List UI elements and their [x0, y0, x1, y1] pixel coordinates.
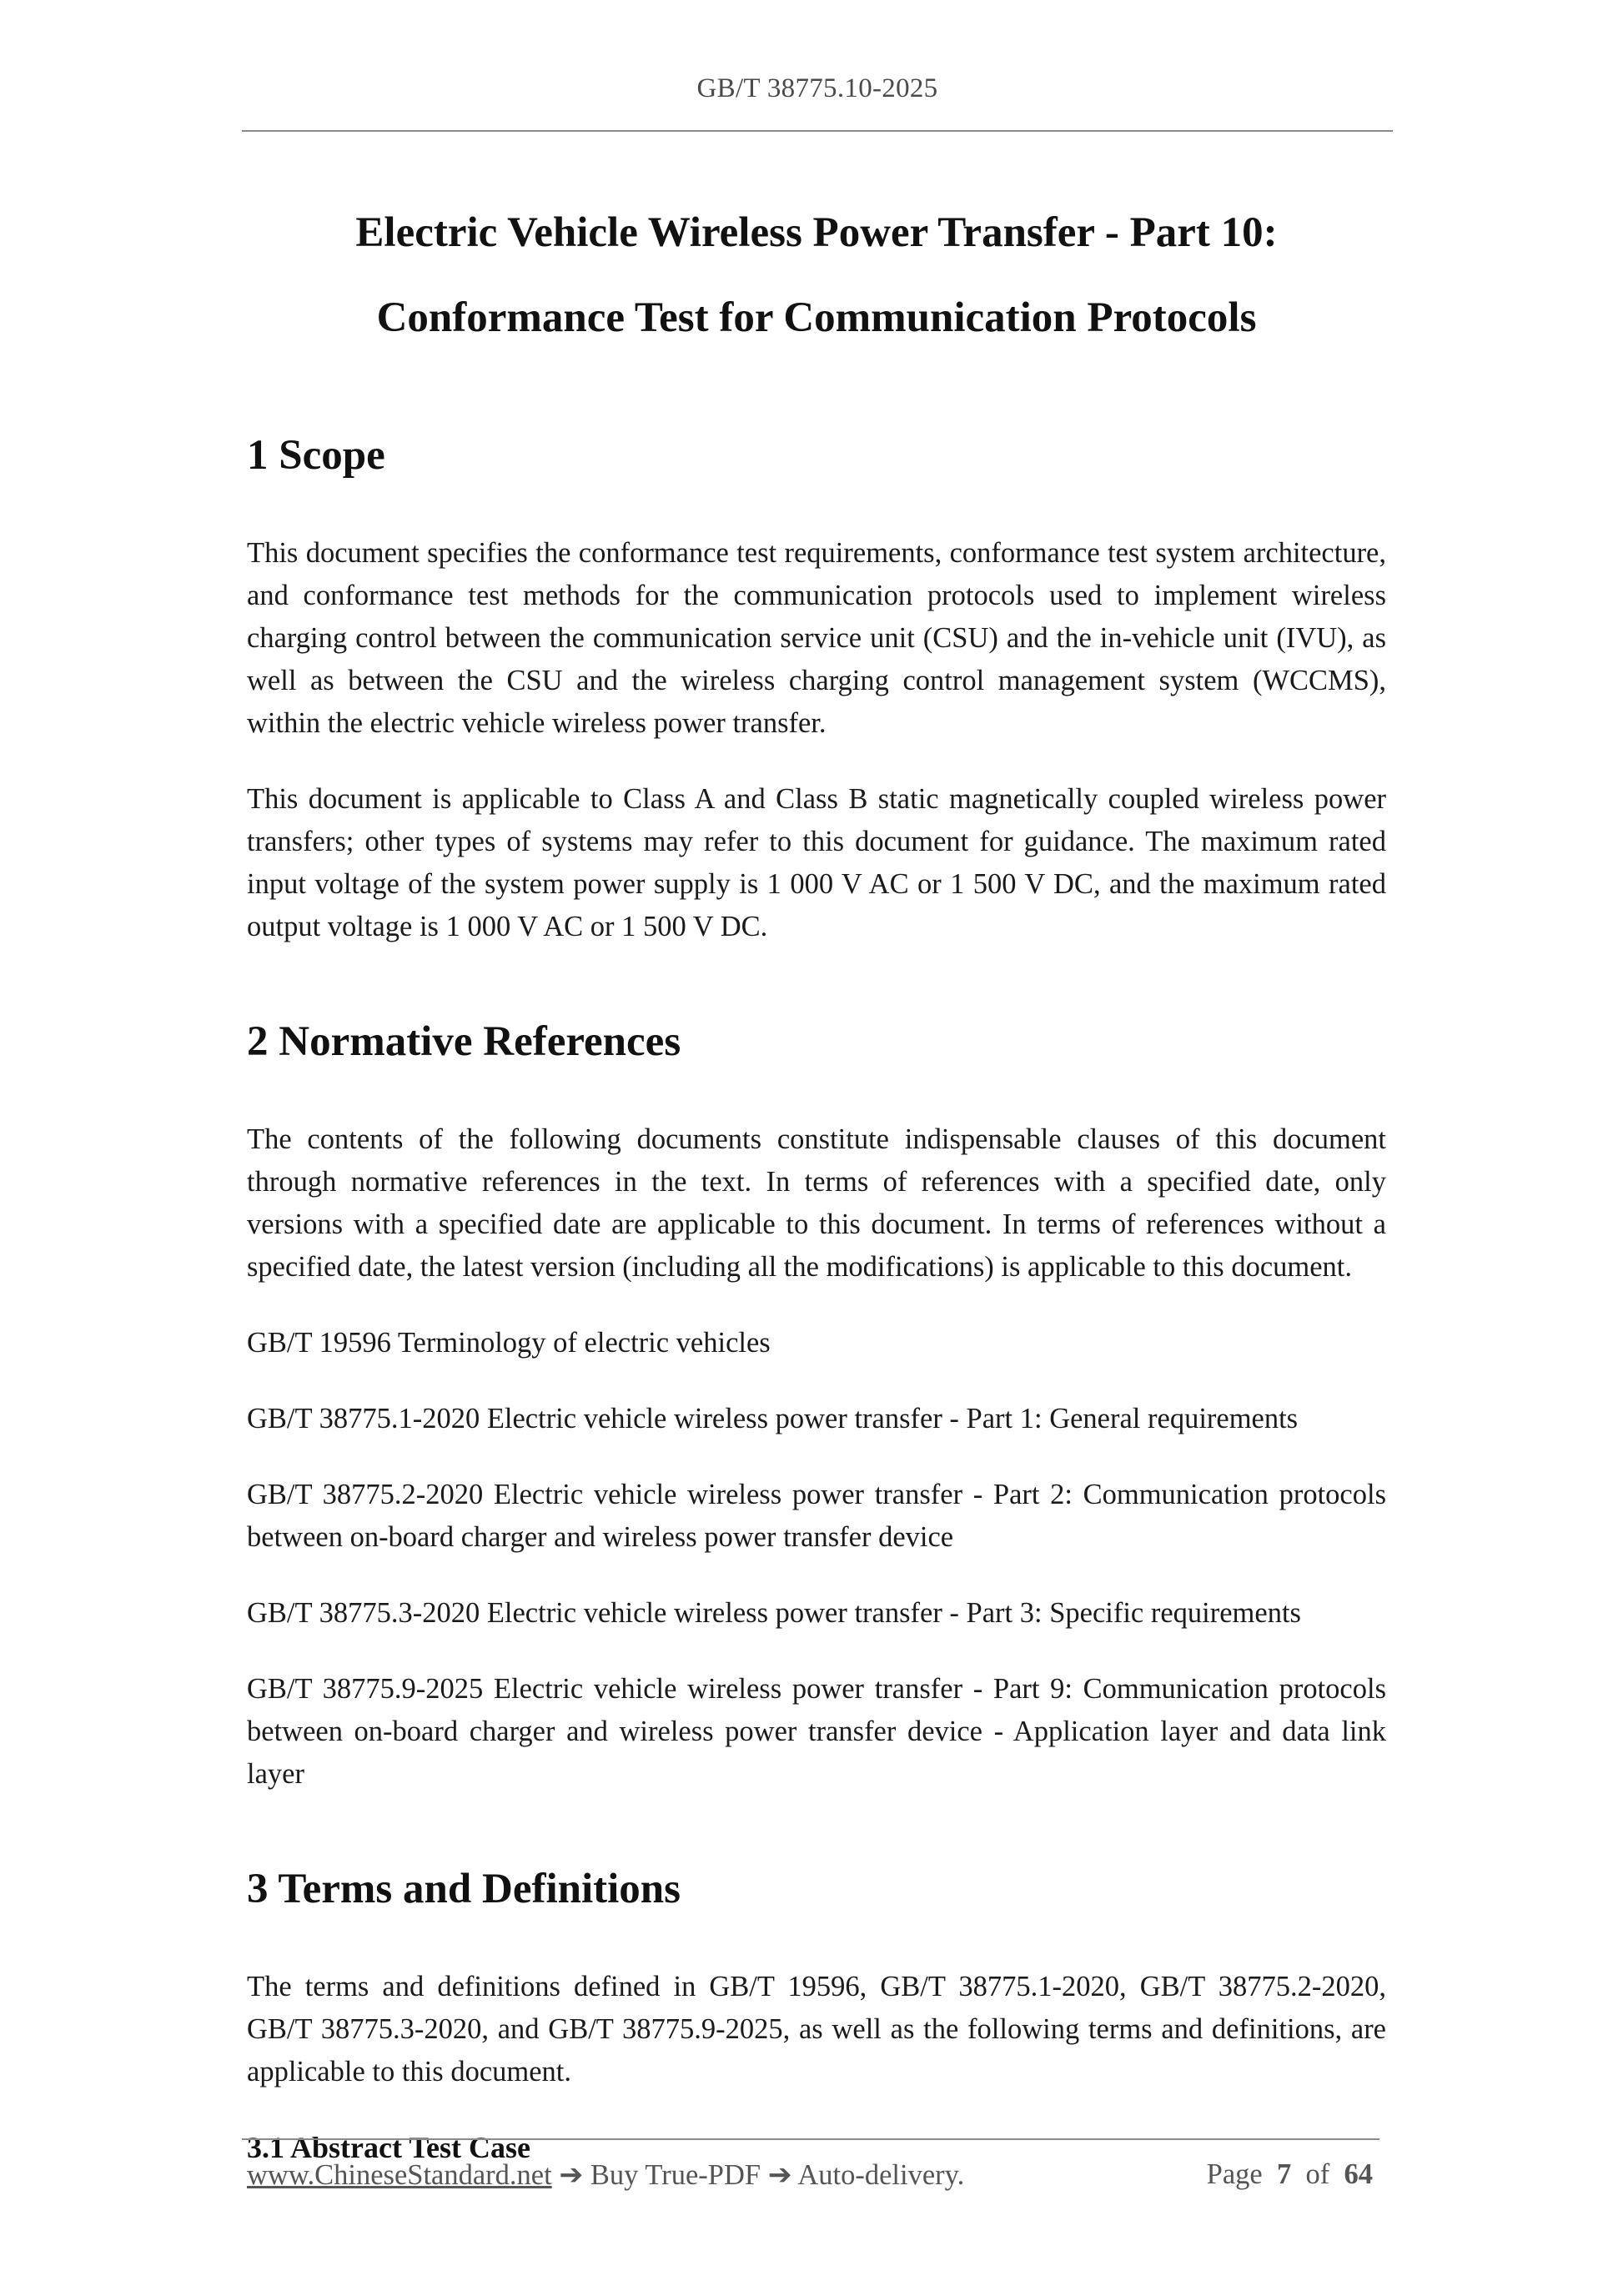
scope-paragraph-2: This document is applicable to Class A and Class B static magnetically coupled wireless power transfers; other types of systems may refer to this document for guidance. The maximum rated input voltage of the system power supply is 1 000 V AC or 1 500 V DC, and the maximum rated output voltage is 1 000 V AC or 1 500 V DC. — [247, 783, 1386, 942]
page-total: 64 — [1344, 2158, 1373, 2190]
reference-item-gbt-38775-3: GB/T 38775.3-2020 Electric vehicle wireless power transfer - Part 3: Specific requirements — [247, 1597, 1301, 1629]
chinese-standard-link[interactable]: www.ChineseStandard.net — [247, 2159, 552, 2191]
section-heading-normative-references: 2 Normative References — [247, 1018, 681, 1065]
scope-paragraph-1: This document specifies the conformance test requirements, conformance test system architecture, and conformance test methods for the communication protocols used to implement wireless charging control between the communication service unit (CSU) and the in-vehicle unit (IVU), as well as between the CSU and the wireless charging control management system (WCCMS), within the electric vehicle wireless power transfer. — [247, 537, 1386, 739]
normative-references-paragraph: The contents of the following documents constitute indispensable clauses of this document through normative references in the text. In terms of references with a specified date, only versions with a specified date are applicable to this document. In terms of references without a specified date, the latest version (including all the modifications) is applicable to this document. — [247, 1123, 1386, 1283]
arrow-right-icon: ➔ — [767, 2159, 792, 2191]
auto-delivery-text: Auto-delivery. — [797, 2159, 965, 2191]
document-title — [247, 190, 1386, 360]
document-title-line-2: Conformance Test for Communication Protocols — [376, 294, 1257, 341]
reference-item-gbt-19596: GB/T 19596 Terminology of electric vehicles — [247, 1327, 771, 1359]
document-title-line-1: Electric Vehicle Wireless Power Transfer - Part 10: — [355, 209, 1278, 256]
subsection-heading-abstract-test-case: 3.1 Abstract Test Case — [247, 2131, 530, 2164]
footer-divider — [242, 2138, 1379, 2140]
section-heading-terms-and-definitions: 3 Terms and Definitions — [247, 1866, 681, 1912]
page-label: Page — [1206, 2158, 1263, 2190]
page-of-label: of — [1305, 2158, 1330, 2190]
reference-item-gbt-38775-1: GB/T 38775.1-2020 Electric vehicle wireless power transfer - Part 1: General requirements — [247, 1403, 1299, 1434]
reference-item-gbt-38775-2: GB/T 38775.2-2020 Electric vehicle wireless power transfer - Part 2: Communication protocols between on-board charger and wireless power transfer device — [247, 1479, 1386, 1553]
footer-promo — [247, 2158, 964, 2192]
page-current: 7 — [1277, 2158, 1292, 2190]
header-divider — [242, 130, 1393, 132]
page-content — [247, 190, 1386, 2168]
terms-definitions-paragraph: The terms and definitions defined in GB/T 19596, GB/T 38775.1-2020, GB/T 38775.2-2020, GB/T 38775.3-2020, and GB/T 38775.9-2025, as well as the following terms and definitions, are applicable to this document. — [247, 1971, 1386, 2088]
reference-item-gbt-38775-9: GB/T 38775.9-2025 Electric vehicle wireless power transfer - Part 9: Communication protocols between on-board charger and wireless power transfer device - Application layer and data link layer — [247, 1673, 1386, 1790]
running-header: GB/T 38775.10-2025 — [696, 73, 938, 103]
section-heading-scope: 1 Scope — [247, 432, 385, 479]
page-number — [1207, 2158, 1373, 2191]
arrow-right-icon: ➔ — [559, 2159, 584, 2191]
buy-true-pdf-text: Buy True-PDF — [590, 2159, 761, 2191]
